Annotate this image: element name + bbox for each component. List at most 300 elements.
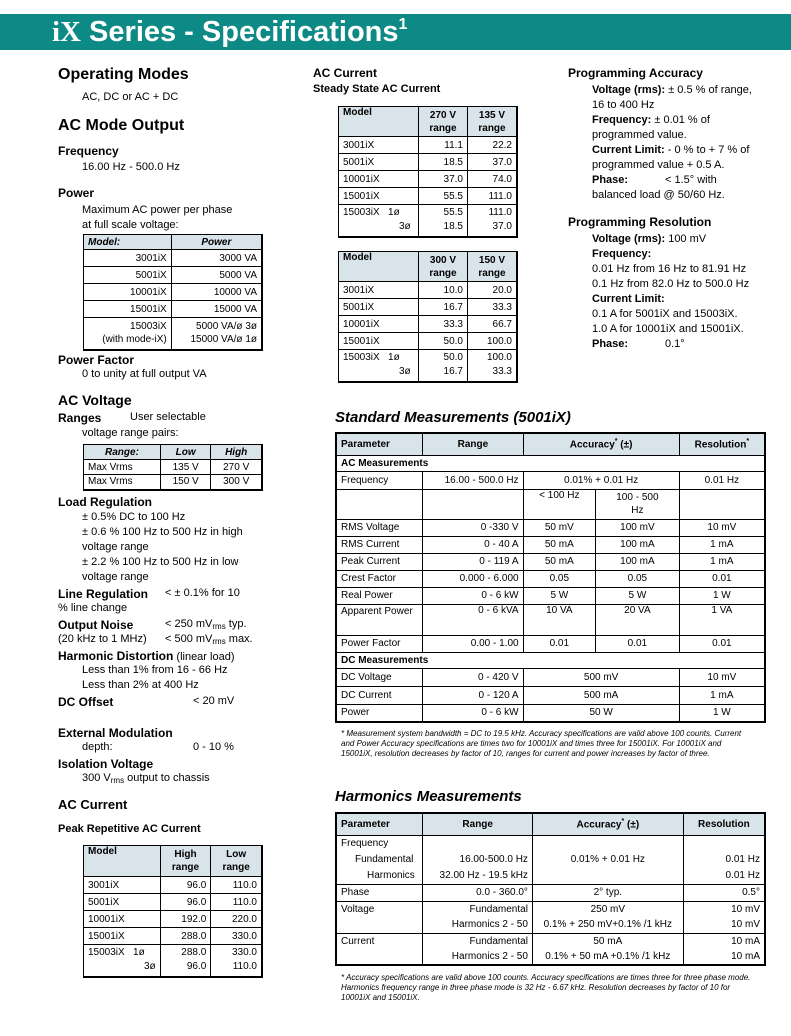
table-cell: 0.05 <box>596 570 680 587</box>
table-header: Model <box>339 252 419 282</box>
table-header: Parameter <box>336 433 423 455</box>
table-cell: 500 mV <box>523 668 679 686</box>
noise-value-sub: rms <box>212 637 226 646</box>
power-text-1: Maximum AC power per phase <box>82 204 233 216</box>
dc-offset-title: DC Offset <box>58 695 114 709</box>
table-cell: 0.0 - 360.0° <box>423 884 532 901</box>
table-cell-text: 15003iX <box>88 947 125 959</box>
table-cell: 3000 VA <box>171 250 262 267</box>
harmonic-title-rest: (linear load) <box>173 651 235 663</box>
table-cell <box>336 835 423 884</box>
table-cell: Peak Current <box>336 553 423 570</box>
cell-text: Frequency <box>341 837 389 849</box>
table-header: Model <box>84 846 161 877</box>
harmonics-measurements-title: Harmonics Measurements <box>335 788 522 805</box>
table-cell: 300 V <box>211 475 262 490</box>
table-cell: 150 V <box>160 475 210 490</box>
table-cell: 66.7 <box>468 316 518 333</box>
isolation-text: output to chassis <box>124 772 210 784</box>
table-cell: 5000 VA <box>171 267 262 284</box>
table-cell: 37.0 <box>419 171 468 188</box>
table-header: 270 V range <box>419 107 468 137</box>
table-cell: 15001iX <box>339 188 419 205</box>
ranges-label: Ranges <box>58 411 102 425</box>
table-cell: Power <box>336 704 423 722</box>
ac-current-title-col1: AC Current <box>58 797 128 812</box>
table-cell-text: 50.0 <box>443 352 463 364</box>
table-cell <box>423 901 532 933</box>
standard-measurements-table <box>335 432 766 723</box>
table-cell: 16.7 <box>419 299 468 316</box>
ac-mode-title: AC Mode Output <box>58 117 185 134</box>
prog-acc-phase-label: Phase: <box>592 174 629 186</box>
prog-acc-value: - 0 % to + 7 % of <box>664 144 750 156</box>
table-cell: 0 - 119 A <box>423 553 523 570</box>
table-cell: Current <box>336 933 423 965</box>
title-rest: Series - Specifications <box>81 16 399 48</box>
ac-voltage-title: AC Voltage <box>58 392 132 408</box>
table-header: Range <box>423 433 523 455</box>
table-cell <box>160 945 211 977</box>
table-cell-text: 111.0 <box>488 207 512 219</box>
table-cell: 5 W <box>523 587 596 604</box>
table-header: 150 V range <box>468 252 518 282</box>
table-header: Low range <box>211 846 262 877</box>
table-cell-text: 288.0 <box>181 947 207 959</box>
steady-state-title: Steady State AC Current <box>313 83 441 95</box>
prog-res-phase-value: 0.1° <box>665 338 685 350</box>
table-cell: 0 - 6 kVA <box>423 604 523 635</box>
title-superscript: 1 <box>398 16 408 33</box>
line-regulation-cont: % line change <box>58 602 128 614</box>
noise-value-text: < 500 mV <box>165 633 213 645</box>
ac-current-title-col2: AC Current <box>313 66 378 80</box>
table-cell: 0.01 <box>523 635 596 652</box>
table-cell <box>683 901 765 933</box>
frequency-title: Frequency <box>58 144 119 158</box>
cell-text: 10 mA <box>731 950 760 962</box>
table-cell: 10001iX <box>339 171 419 188</box>
table-cell-text: 330.0 <box>231 947 257 959</box>
cell-text: 0.01 Hz <box>725 853 760 865</box>
table-subheader: < 100 Hz <box>523 489 596 519</box>
table-cell: 111.0 <box>468 188 518 205</box>
range-table-header: High <box>211 445 262 460</box>
load-regulation-line: ± 0.5% DC to 100 Hz <box>82 511 186 523</box>
power-table-header-power: Power <box>171 235 262 250</box>
load-regulation-line: ± 2.2 % 100 Hz to 500 Hz in low <box>82 556 239 568</box>
table-cell <box>171 318 262 350</box>
table-cell <box>423 489 523 519</box>
ranges-text-2: voltage range pairs: <box>82 427 179 439</box>
load-regulation-title: Load Regulation <box>58 495 152 509</box>
table-cell: 0.01% + 0.01 Hz <box>523 471 679 489</box>
table-cell: 10000 VA <box>171 284 262 301</box>
table-cell: 5001iX <box>339 154 419 171</box>
table-cell: 288.0 <box>160 928 211 945</box>
table-cell: 50.0 <box>419 333 468 350</box>
prog-res-frequency-2: 0.1 Hz from 82.0 Hz to 500.0 Hz <box>592 278 750 290</box>
table-cell <box>683 933 765 965</box>
table-cell: 1 W <box>679 587 765 604</box>
cell-text: Fundamental <box>469 904 528 915</box>
harmonics-footnote: * Accuracy specifications are valid above 100 counts. Accuracy specifications are times three for three phase mode. Harmonics frequency range in three phase mode is 32 Hz - 6.67 kHz. Resolution decreases by factor of 10 for 10001iX and 15001iX. <box>341 973 751 1002</box>
table-cell: 0.05 <box>523 570 596 587</box>
cell-text: 0.1% + 50 mA +0.1% /1 kHz <box>545 950 671 962</box>
line-regulation-value: < ± 0.1% for 10 <box>165 587 240 599</box>
table-cell: 100 mA <box>596 553 680 570</box>
output-noise-title: Output Noise <box>58 618 134 632</box>
table-cell: 37.0 <box>468 154 518 171</box>
table-cell: 10 mV <box>679 668 765 686</box>
power-title: Power <box>58 186 95 200</box>
title-banner <box>0 14 791 50</box>
range-table-header: Range: <box>84 445 161 460</box>
header-text: Accuracy <box>569 439 615 451</box>
table-cell <box>211 945 262 977</box>
table-cell-note: (with mode-iX) <box>102 334 167 346</box>
steady-current-table-2 <box>338 251 518 383</box>
table-cell: 1 W <box>679 704 765 722</box>
table-cell-text: 3ø <box>144 961 156 973</box>
table-cell: 3001iX <box>339 137 419 154</box>
harmonic-title-bold: Harmonic Distortion <box>58 649 174 663</box>
power-factor-title: Power Factor <box>58 353 135 367</box>
table-cell: Crest Factor <box>336 570 423 587</box>
isolation-text: 300 V <box>82 772 111 784</box>
ac-measurements-section: AC Measurements <box>336 455 765 471</box>
harmonic-line: Less than 2% at 400 Hz <box>82 679 199 691</box>
output-noise-value <box>165 618 247 631</box>
table-cell: 10001iX <box>84 911 161 928</box>
table-cell: 3001iX <box>339 282 419 299</box>
ranges-text-1: User selectable <box>130 411 206 423</box>
table-cell: 10 mV <box>679 519 765 536</box>
table-cell: 135 V <box>160 460 210 475</box>
prog-acc-phase-cont: balanced load @ 50/60 Hz. <box>592 189 725 201</box>
prog-res-label: Voltage (rms): <box>592 233 666 245</box>
table-cell-text: 15003iX <box>343 207 380 219</box>
prog-acc-voltage-cont: 16 to 400 Hz <box>592 99 655 111</box>
table-cell: 15001iX <box>339 333 419 350</box>
header-text: Resolution <box>694 439 747 451</box>
table-cell: 18.5 <box>419 154 468 171</box>
programming-resolution-title: Programming Resolution <box>568 215 712 229</box>
table-cell: 0.01 Hz <box>679 471 765 489</box>
prog-acc-frequency-cont: programmed value. <box>592 129 687 141</box>
output-noise-value-2 <box>165 633 253 646</box>
cell-text: 250 mV <box>590 904 626 915</box>
cell-text: 32.00 Hz - 19.5 kHz <box>439 869 528 881</box>
table-header: Model <box>339 107 419 137</box>
prog-acc-label: Voltage (rms): <box>592 84 666 96</box>
cell-text: 50 mA <box>593 935 623 947</box>
table-header: 300 V range <box>419 252 468 282</box>
table-cell <box>339 350 419 382</box>
table-cell: 96.0 <box>160 877 211 894</box>
header-sup: * <box>614 438 618 446</box>
prog-res-current-2: 1.0 A for 10001iX and 15001iX. <box>592 323 744 335</box>
table-cell: 50 mA <box>523 536 596 553</box>
table-cell <box>423 933 532 965</box>
table-cell: 10001iX <box>84 284 172 301</box>
table-cell: 0.01 <box>596 635 680 652</box>
operating-modes-title: Operating Modes <box>58 66 189 83</box>
power-table-header-model: Model: <box>84 235 172 250</box>
table-cell: 192.0 <box>160 911 211 928</box>
table-cell: 10.0 <box>419 282 468 299</box>
table-cell: 0.01 <box>679 570 765 587</box>
table-cell-text: 15003iX <box>343 352 380 364</box>
isolation-sub: rms <box>110 776 125 785</box>
table-cell: 0 -330 V <box>423 519 523 536</box>
table-cell-text: 37.0 <box>492 221 512 233</box>
table-cell-text: 96.0 <box>186 961 207 973</box>
prog-res-value: 100 mV <box>665 233 707 245</box>
harmonics-measurements-table <box>335 812 766 966</box>
header-text: Accuracy <box>576 819 622 831</box>
load-regulation-line: voltage range <box>82 541 149 553</box>
table-cell: 100 mA <box>596 536 680 553</box>
noise-value-text: typ. <box>225 618 247 630</box>
table-cell-text: 1ø <box>133 947 145 959</box>
header-text: (±) <box>617 439 633 451</box>
table-cell: 0.5° <box>683 884 765 901</box>
standard-measurements-title: Standard Measurements (5001iX) <box>335 409 571 426</box>
cell-text: 16.00-500.0 Hz <box>459 853 528 865</box>
table-cell: 330.0 <box>211 928 262 945</box>
cell-text: 10 mA <box>731 935 760 947</box>
title-prefix: iX <box>52 16 81 48</box>
table-cell: Power Factor <box>336 635 423 652</box>
noise-value-text: < 250 mV <box>165 618 213 630</box>
external-modulation-value: 0 - 10 % <box>193 741 234 753</box>
table-cell-text: 110.0 <box>232 961 257 973</box>
prog-acc-frequency <box>592 114 710 126</box>
table-cell: Voltage <box>336 901 423 933</box>
table-cell: 5001iX <box>84 267 172 284</box>
table-header: High range <box>160 846 211 877</box>
table-cell: 50 mA <box>523 553 596 570</box>
table-cell: 74.0 <box>468 171 518 188</box>
table-subheader: 100 - 500 Hz <box>596 489 680 519</box>
standard-measurements-footnote: * Measurement system bandwidth = DC to 19.5 kHz. Accuracy specifications are valid above 100 counts. Current and Power Accuracy specifications are times two for 10001iX and times three for 15001iX. For 10001iX and 15001iX, resolution decreases by factor of 10, ranges for current and power increases by factor of three. <box>341 729 742 758</box>
table-cell: 10 VA <box>523 604 596 635</box>
table-cell: Frequency <box>336 471 423 489</box>
load-regulation-line: ± 0.6 % 100 Hz to 500 Hz in high <box>82 526 243 538</box>
isolation-voltage-text <box>82 772 210 785</box>
prog-res-frequency-label: Frequency: <box>592 248 652 260</box>
table-cell: 20.0 <box>468 282 518 299</box>
table-cell <box>532 835 683 884</box>
table-cell: 50 W <box>523 704 679 722</box>
table-cell <box>532 933 683 965</box>
table-cell-text: 15000 VA/ø 1ø <box>190 334 257 346</box>
table-cell: 33.3 <box>468 299 518 316</box>
table-cell: 270 V <box>211 460 262 475</box>
table-cell <box>468 350 518 382</box>
table-cell-text: 33.3 <box>492 366 512 378</box>
table-cell: 0 - 120 A <box>423 686 523 704</box>
prog-res-phase-label: Phase: <box>592 338 629 350</box>
table-header: 135 V range <box>468 107 518 137</box>
table-cell: 50 mV <box>523 519 596 536</box>
table-cell: DC Voltage <box>336 668 423 686</box>
cell-text: Harmonics 2 - 50 <box>451 950 528 962</box>
prog-res-current-label: Current Limit: <box>592 293 665 305</box>
table-cell <box>423 835 532 884</box>
table-header <box>532 813 683 835</box>
table-cell <box>419 350 468 382</box>
page-title <box>52 16 407 49</box>
table-cell: 0.000 - 6.000 <box>423 570 523 587</box>
table-header: Resolution <box>683 813 765 835</box>
table-cell-text: 15003iX <box>130 321 167 333</box>
table-cell <box>532 901 683 933</box>
table-cell: 100 mV <box>596 519 680 536</box>
external-modulation-title: External Modulation <box>58 726 173 740</box>
noise-value-sub: rms <box>212 622 226 631</box>
table-cell: 15000 VA <box>171 301 262 318</box>
table-cell <box>683 835 765 884</box>
table-cell: 96.0 <box>160 894 211 911</box>
table-header: Range <box>423 813 532 835</box>
prog-acc-current-cont: programmed value + 0.5 A. <box>592 159 725 171</box>
range-table <box>83 444 263 491</box>
table-cell: 5 W <box>596 587 680 604</box>
prog-acc-value: ± 0.5 % of range, <box>665 84 752 96</box>
table-cell-text: 18.5 <box>443 221 463 233</box>
cell-text: Harmonics 2 - 50 <box>451 919 528 930</box>
table-cell: 220.0 <box>211 911 262 928</box>
table-cell: 1 mA <box>679 553 765 570</box>
range-table-header: Low <box>160 445 210 460</box>
table-cell: 1 VA <box>679 604 765 635</box>
prog-acc-current <box>592 144 749 156</box>
table-cell: Max Vrms <box>84 475 161 490</box>
noise-value-text: max. <box>225 633 253 645</box>
table-cell <box>468 205 518 237</box>
power-factor-text: 0 to unity at full output VA <box>82 368 207 380</box>
table-cell: RMS Voltage <box>336 519 423 536</box>
cell-text: Harmonics <box>367 869 415 881</box>
table-header: Parameter <box>336 813 423 835</box>
table-cell: 1 mA <box>679 536 765 553</box>
line-regulation-title: Line Regulation <box>58 587 148 601</box>
operating-modes-text: AC, DC or AC + DC <box>82 91 179 103</box>
table-cell-text: 3ø <box>399 366 411 378</box>
cell-text: 10 mV <box>731 904 760 915</box>
external-modulation-label: depth: <box>82 741 113 753</box>
table-cell <box>419 205 468 237</box>
dc-measurements-section: DC Measurements <box>336 652 765 668</box>
table-cell-text: 55.5 <box>443 207 463 219</box>
table-cell: 0 - 6 kW <box>423 587 523 604</box>
isolation-voltage-title: Isolation Voltage <box>58 757 154 771</box>
prog-acc-label: Frequency: <box>592 114 652 126</box>
table-header <box>679 433 765 455</box>
table-cell <box>84 945 161 977</box>
prog-res-frequency-1: 0.01 Hz from 16 Hz to 81.91 Hz <box>592 263 747 275</box>
table-cell: 11.1 <box>419 137 468 154</box>
table-cell: Apparent Power <box>336 604 423 635</box>
table-cell: 500 mA <box>523 686 679 704</box>
table-cell: 10001iX <box>339 316 419 333</box>
prog-acc-phase-value: < 1.5° with <box>665 174 717 186</box>
table-cell: 100.0 <box>468 333 518 350</box>
table-cell: 0.01 <box>679 635 765 652</box>
table-cell: 5001iX <box>339 299 419 316</box>
table-cell-text: 3ø <box>399 221 411 233</box>
table-cell: 0 - 420 V <box>423 668 523 686</box>
table-cell: 55.5 <box>419 188 468 205</box>
output-noise-range: (20 kHz to 1 MHz) <box>58 633 147 645</box>
table-cell: 5001iX <box>84 894 161 911</box>
table-cell: 0 - 6 kW <box>423 704 523 722</box>
table-cell: DC Current <box>336 686 423 704</box>
cell-text: 10 mV <box>731 919 760 930</box>
power-text-2: at full scale voltage: <box>82 219 179 231</box>
table-cell: 16.00 - 500.0 Hz <box>423 471 523 489</box>
table-cell: Phase <box>336 884 423 901</box>
header-sup: * <box>746 438 750 446</box>
table-cell: 15001iX <box>84 301 172 318</box>
cell-text: Fundamental <box>355 853 414 865</box>
prog-acc-value: ± 0.01 % of <box>651 114 710 126</box>
peak-current-table <box>83 845 263 978</box>
table-header <box>523 433 679 455</box>
harmonic-distortion-title <box>58 649 234 663</box>
harmonic-line: Less than 1% from 16 - 66 Hz <box>82 664 228 676</box>
table-cell <box>339 205 419 237</box>
load-regulation-line: voltage range <box>82 571 149 583</box>
frequency-text: 16.00 Hz - 500.0 Hz <box>82 161 180 173</box>
table-cell: RMS Current <box>336 536 423 553</box>
table-cell-text: 5000 VA/ø 3ø <box>196 321 257 333</box>
table-cell: 22.2 <box>468 137 518 154</box>
table-cell: Real Power <box>336 587 423 604</box>
table-cell: 33.3 <box>419 316 468 333</box>
header-text: (±) <box>624 819 640 831</box>
steady-current-table-1 <box>338 106 518 238</box>
cell-text: 0.1% + 250 mV+0.1% /1 kHz <box>543 919 673 930</box>
prog-res-voltage <box>592 233 706 245</box>
power-table <box>83 234 263 351</box>
table-cell: 2° typ. <box>532 884 683 901</box>
table-cell <box>336 489 423 519</box>
prog-res-current-1: 0.1 A for 5001iX and 15003iX. <box>592 308 738 320</box>
cell-text: 0.01 Hz <box>725 869 760 881</box>
dc-offset-value: < 20 mV <box>193 695 235 707</box>
prog-acc-voltage <box>592 84 752 96</box>
peak-repetitive-title: Peak Repetitive AC Current <box>58 823 201 835</box>
cell-text: Fundamental <box>469 935 528 947</box>
table-cell: Max Vrms <box>84 460 161 475</box>
table-cell <box>84 318 172 350</box>
table-cell-text: 1ø <box>388 352 400 364</box>
cell-text: 0.01% + 0.01 Hz <box>570 853 645 865</box>
table-cell: 3001iX <box>84 877 161 894</box>
table-cell: 110.0 <box>211 894 262 911</box>
programming-accuracy-title: Programming Accuracy <box>568 66 703 80</box>
table-cell: 110.0 <box>211 877 262 894</box>
table-cell: 15001iX <box>84 928 161 945</box>
header-sup: * <box>621 818 625 826</box>
table-cell: 1 mA <box>679 686 765 704</box>
table-cell: 3001iX <box>84 250 172 267</box>
table-cell-text: 16.7 <box>443 366 463 378</box>
table-cell <box>679 489 765 519</box>
